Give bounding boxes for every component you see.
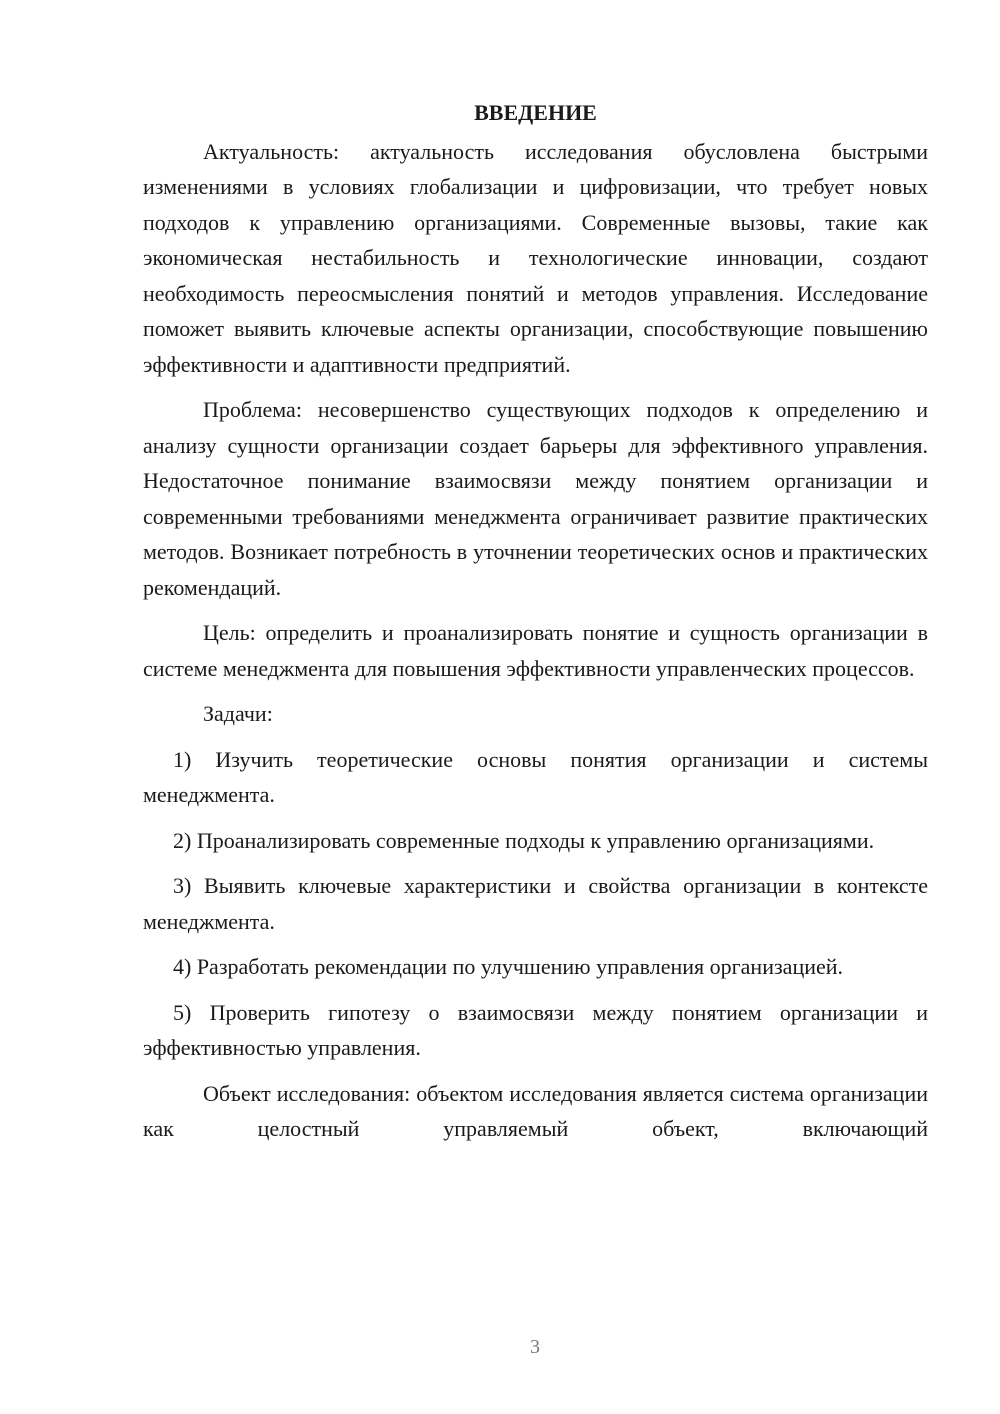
- relevance-paragraph: Актуальность: актуальность исследования обусловлена быстрыми изменениями в условиях глобализации и цифровизации, что требует новых подходов к управлению организациями. Современные вызовы, такие как экономическая нестабильность и технологические инновации, создают необходимость переосмысления понятий и методов управления. Исследование поможет выявить ключевые аспекты организации, способствующие повышению эффективности и адаптивности предприятий.: [143, 138, 928, 377]
- task-item-2: 2) Проанализировать современные подходы к управлению организациями.: [173, 827, 875, 853]
- object-paragraph: Объект исследования: объектом исследования является система организации как целостный управляемый объект, включающий: [143, 1080, 928, 1141]
- page-number: 3: [530, 1336, 540, 1358]
- task-item-3: 3) Выявить ключевые характеристики и свойства организации в контексте менеджмента.: [143, 873, 928, 934]
- section-heading: ВВЕДЕНИЕ: [474, 100, 597, 125]
- page-body: [143, 95, 928, 1157]
- task-item-4: 4) Разработать рекомендации по улучшению управления организацией.: [173, 954, 844, 979]
- task-item-5: 5) Проверить гипотезу о взаимосвязи между понятием организации и эффективностью управления.: [143, 999, 928, 1060]
- task-item-1: 1) Изучить теоретические основы понятия организации и системы менеджмента.: [143, 746, 928, 807]
- goal-paragraph: Цель: определить и проанализировать понятие и сущность организации в системе менеджмента для повышения эффективности управленческих процессов.: [143, 620, 928, 681]
- problem-paragraph: Проблема: несовершенство существующих подходов к определению и анализу сущности организации создает барьеры для эффективного управления. Недостаточное понимание взаимосвязи между понятием организации и современными требованиями менеджмента ограничивает развитие практических методов. Возникает потребность в уточнении теоретических основ и практических рекомендаций.: [143, 397, 928, 600]
- tasks-label: Задачи:: [203, 701, 273, 726]
